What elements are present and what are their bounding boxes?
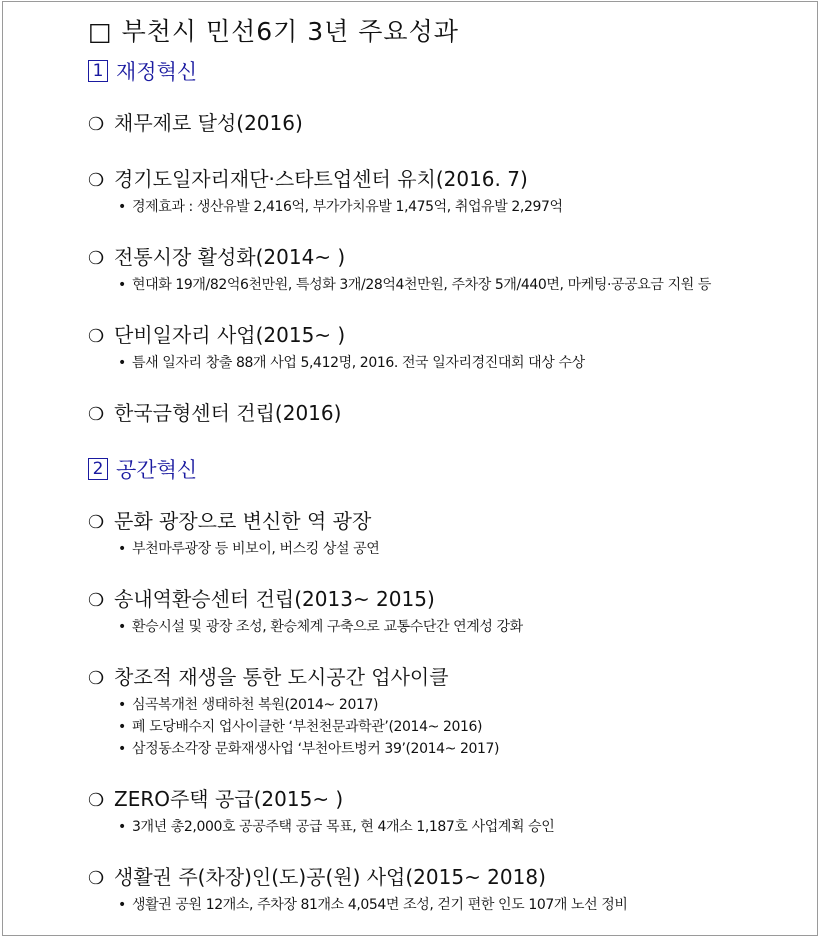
dot-bullet-icon: • (118, 199, 126, 215)
sub-bullet-text: 경제효과 : 생산유발 2,416억, 부가가치유발 1,475억, 취업유발 2,297억 (132, 199, 563, 215)
list-item (88, 662, 788, 760)
sub-bullet-item (88, 716, 788, 738)
dot-bullet-icon: • (118, 697, 126, 713)
section-number: 2 (88, 458, 108, 480)
sub-bullet-text: 3개년 총2,000호 공공주택 공급 목표, 현 4개소 1,187호 사업계획 승인 (132, 819, 555, 835)
sub-bullet-item (88, 738, 788, 760)
item-heading-text: 경기도일자리재단·스타트업센터 유치(2016. 7) (114, 167, 528, 191)
sub-bullet-text: 생활권 공원 12개소, 주차장 81개소 4,054면 조성, 걷기 편한 인도 107개 노선 정비 (132, 897, 628, 913)
list-item (88, 584, 788, 638)
item-heading-text: 단비일자리 사업(2015~ ) (114, 323, 346, 347)
circle-bullet-icon: ❍ (88, 248, 105, 269)
sub-bullet-text: 틈새 일자리 창출 88개 사업 5,412명, 2016. 전국 일자리경진대회 대상 수상 (132, 355, 585, 371)
circle-bullet-icon: ❍ (88, 512, 105, 533)
dot-bullet-icon: • (118, 719, 126, 735)
list-item (88, 398, 788, 430)
item-heading-text: 전통시장 활성화(2014~ ) (114, 245, 346, 269)
sub-bullet-item (88, 538, 788, 560)
document-body (88, 14, 788, 940)
section-title (88, 454, 788, 486)
dot-bullet-icon: • (118, 355, 126, 371)
item-heading (88, 242, 788, 274)
item-heading-text: 한국금형센터 건립(2016) (114, 401, 342, 425)
circle-bullet-icon: ❍ (88, 590, 105, 611)
list-item (88, 108, 788, 140)
dot-bullet-icon: • (118, 619, 126, 635)
item-heading-text: 채무제로 달성(2016) (114, 111, 303, 135)
dot-bullet-icon: • (118, 741, 126, 757)
item-heading (88, 108, 788, 140)
sub-bullet-item (88, 694, 788, 716)
page-title: □ 부천시 민선6기 3년 주요성과 (88, 17, 459, 46)
sub-bullet-item (88, 816, 788, 838)
section-number: 1 (88, 60, 108, 82)
list-item (88, 242, 788, 296)
list-item (88, 164, 788, 218)
circle-bullet-icon: ❍ (88, 326, 105, 347)
dot-bullet-icon: • (118, 897, 126, 913)
circle-bullet-icon: ❍ (88, 404, 105, 425)
circle-bullet-icon: ❍ (88, 790, 105, 811)
circle-bullet-icon: ❍ (88, 668, 105, 689)
item-heading (88, 862, 788, 894)
sections-container (88, 56, 788, 916)
sub-bullet-item (88, 352, 788, 374)
sub-bullet-item (88, 894, 788, 916)
circle-bullet-icon: ❍ (88, 868, 105, 889)
item-heading (88, 506, 788, 538)
section-title-text: 재정혁신 (116, 60, 198, 84)
section-title-text: 공간혁신 (116, 458, 198, 482)
item-heading-text: ZERO주택 공급(2015~ ) (114, 787, 344, 811)
sub-bullet-text: 부천마루광장 등 비보이, 버스킹 상설 공연 (132, 541, 380, 557)
list-item (88, 784, 788, 838)
sub-bullet-text: 현대화 19개/82억6천만원, 특성화 3개/28억4천만원, 주차장 5개/440면, 마케팅·공공요금 지원 등 (132, 277, 711, 293)
dot-bullet-icon: • (118, 541, 126, 557)
item-heading (88, 398, 788, 430)
item-heading-text: 창조적 재생을 통한 도시공간 업사이클 (114, 665, 449, 689)
item-heading (88, 784, 788, 816)
item-heading-text: 문화 광장으로 변신한 역 광장 (114, 509, 372, 533)
item-heading (88, 320, 788, 352)
circle-bullet-icon: ❍ (88, 114, 105, 135)
sub-bullet-item (88, 274, 788, 296)
list-item (88, 320, 788, 374)
sub-bullet-text: 환승시설 및 광장 조성, 환승체계 구축으로 교통수단간 연계성 강화 (132, 619, 523, 635)
circle-bullet-icon: ❍ (88, 170, 105, 191)
item-heading-text: 생활권 주(차장)인(도)공(원) 사업(2015~ 2018) (114, 865, 546, 889)
list-item (88, 506, 788, 560)
list-item (88, 862, 788, 916)
item-heading (88, 164, 788, 196)
sub-bullet-item (88, 196, 788, 218)
sub-bullet-item (88, 616, 788, 638)
item-heading (88, 584, 788, 616)
item-heading-text: 송내역환승센터 건립(2013~ 2015) (114, 587, 435, 611)
sub-bullet-text: 심곡복개천 생태하천 복원(2014~ 2017) (132, 697, 379, 713)
dot-bullet-icon: • (118, 277, 126, 293)
sub-bullet-text: 폐 도당배수지 업사이클한 ‘부천천문과학관’(2014~ 2016) (132, 719, 483, 735)
section-title (88, 56, 788, 88)
item-heading (88, 662, 788, 694)
dot-bullet-icon: • (118, 819, 126, 835)
sub-bullet-text: 삼정동소각장 문화재생사업 ‘부천아트벙커 39’(2014~ 2017) (132, 741, 500, 757)
